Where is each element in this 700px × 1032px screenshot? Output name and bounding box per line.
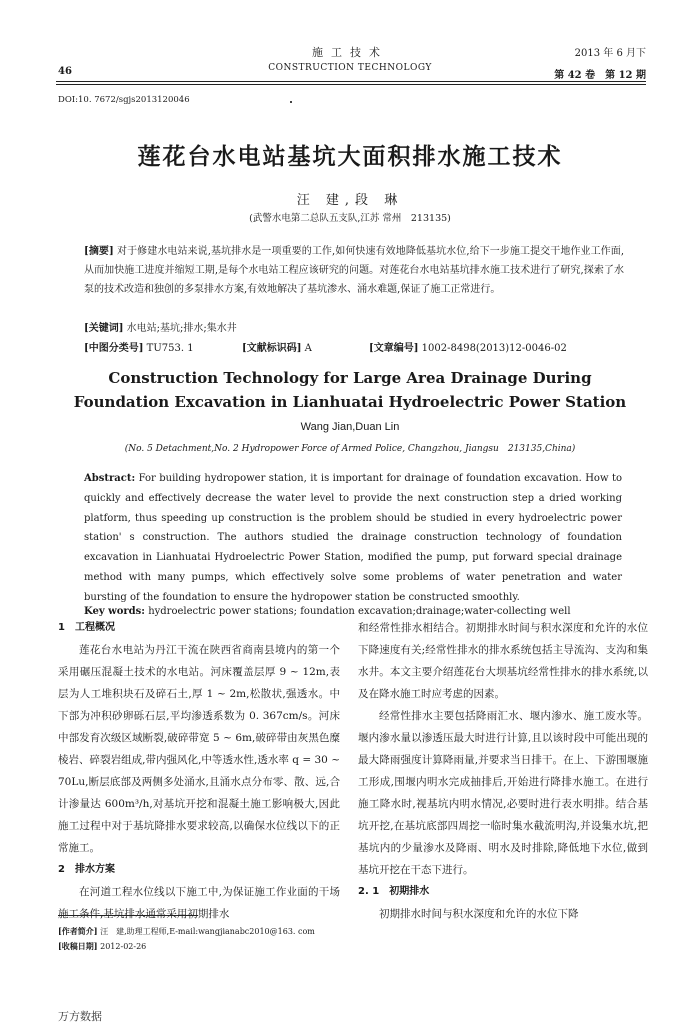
footnote-author-label: [作者简介] [58,926,98,936]
article-no-value: 1002-8498(2013)12-0046-02 [421,343,567,354]
article-no-label: [文章编号] [369,343,419,354]
abstract-en-text: For building hydropower station, it is important for drainage of foundation excavation. How to quickly and effectively decrease the water level to provide the next construction step a dried working platform, thus speeding up construction is the problem should be studied in every hydroelectric power station' s construction. The authors studied the drainage construction technology of foundation excavation in Lianhuatai Hydroelectric Power Station, modified the pump, put forward special drainage method with many pumps, which effectively solve some problems of water penetration and water bursting of the foundation to ensure the hydropower station be constructed smoothly. [84,473,622,603]
issue-date: 2013 年 6 月下 [574,48,646,59]
paper-title-cn: 莲花台水电站基坑大面积排水施工技术 [137,143,563,170]
title-en-line-2: Foundation Excavation in Lianhuatai Hydroelectric Power Station [73,393,627,411]
doc-code-label: [文献标识码] [242,343,302,354]
keywords-cn [84,319,237,334]
abstract-cn-text: 对于修建水电站来说,基坑排水是一项重要的工作,如何快速有效地降低基坑水位,给下一步施工提交干地作业工作面,从而加快施工进度并缩短工期,是每个水电站工程应该研究的问题。对莲花台水电站基坑排水施工技术进行了研究,探索了水泵的技术改造和独创的多泵排水方案,有效地解决了基坑渗水、涌水难题,保证了施工正常进行。 [84,246,624,295]
footnote-author-text: 汪 建,助理工程师,E-mail:wangjianabc2010@163. com [100,927,315,936]
section-1-heading: 1 工程概况 [58,622,115,633]
affiliation-cn: (武警水电第二总队五支队,江苏 常州 213135) [249,213,451,224]
classification-row [84,339,624,355]
keywords-cn-text: 水电站;基坑;排水;集水井 [126,323,237,334]
keywords-cn-label: [关键词] [84,323,124,334]
abstract-en-label: Abstract [84,473,132,484]
right-paragraph-1: 和经常性排水相结合。初期排水时间与积水深度和允许的水位下降速度有关;经常性排水的排水系统包括主导流沟、支沟和集水井。本文主要介绍莲花台大坝基坑经常性排水的排水系统,以及在降水施工时应考虑的因素。 [358,622,648,700]
footnote-date-label: [收稿日期] [58,941,98,951]
body-column-left [58,617,340,925]
footnote-date [58,939,348,954]
abstract-en: Abstract: For building hydropower station, it is important for drainage of foundation excavation. How to quickly and effectively decrease the water level to provide the next construction step a dried working platform, thus speeding up construction is the problem should be studied in every hydroelectric power station' s construction. The authors studied the drainage construction technology of foundation excavation in Lianhuatai Hydroelectric Power Station, modified the pump, put forward special drainage method with many pumps, which effectively solve some problems of water penetration and water bursting of the foundation to ensure the hydropower station be constructed smoothly. [84,473,622,603]
speck [290,101,292,103]
paper-title-en [0,366,700,414]
section-2-paragraph: 在河道工程水位线以下施工中,为保证施工作业面的干场施工条件,基坑排水通常采用初期排水 [58,886,340,920]
section-1-paragraph: 莲花台水电站为丹江干流在陕西省商南县境内的第一个采用碾压混凝土技术的水电站。河床覆盖层厚 9 ~ 12m,表层为人工堆积块石及碎石土,厚 1 ~ 2m,松散状,强透水。中下部为冲积砂卵砾石层,平均渗透系数为 0. 367cm/s。河床中部发育次级区域断裂,破碎带宽 5 ~ 6m,破碎带由灰黑色糜棱岩、碎裂岩组成,带内强风化,中等透水性,透水率 q = 30 ~ 70Lu,断层底部及两侧多处涌水,且涌水点分布零、散、远,合计渗量达 600m³/h,对基坑开挖和混凝土施工影响极大,因此施工过程中对于基坑降排水要求较高,以确保水位线以下的正常施工。 [58,644,340,854]
keywords-en-label: Key words [84,606,142,617]
doi: DOI:10. 7672/sgjs2013120046 [58,95,190,105]
footnote [58,924,348,954]
clc-value: TU753. 1 [146,343,194,354]
section-2-1-heading: 2. 1 初期排水 [358,886,430,897]
footnote-rule [58,915,198,916]
abstract-cn-label: [摘要] [84,246,114,257]
header-rule-thin [56,84,646,85]
volume-issue: 第 42 卷 第 12 期 [554,70,646,81]
abstract-cn [84,242,624,299]
doc-code-value: A [304,343,312,354]
journal-title-cn: 施工技术 [312,46,388,59]
journal-title-en: CONSTRUCTION TECHNOLOGY [268,63,432,73]
title-en-line-1: Construction Technology for Large Area Drainage During [108,369,592,387]
header-rule-thick [56,81,646,82]
keywords-en-text: hydroelectric power stations; foundation excavation;drainage;water-collecting well [148,606,571,617]
affiliation-en: (No. 5 Detachment,No. 2 Hydropower Force of Armed Police, Changzhou, Jiangsu 213135,China) [124,444,576,454]
section-2-1-paragraph: 初期排水时间与积水深度和允许的水位下降 [379,908,579,920]
authors-cn: 汪 建,段 琳 [296,193,404,208]
footnote-author [58,924,348,939]
section-2-heading: 2 排水方案 [58,864,115,875]
body-column-right [358,617,648,925]
page-number: 46 [58,66,72,77]
right-paragraph-2: 经常性排水主要包括降雨汇水、堰内渗水、施工废水等。堰内渗水量以渗透压最大时进行计算,且以该时段中可能出现的最大降雨强度计算降雨量,并要求当日排干。在上、下游围堰施工形成,围堰内明水完成抽排后,开始进行降排水施工。在进行施工降水时,视基坑内明水情况,必要时进行表水明排。结合基坑开挖,在基坑底部四周挖一临时集水截流明沟,并设集水坑,把基坑内的少量渗水及降雨、明水及时排除,降低地下水位,做到基坑开挖在干态下进行。 [358,710,648,876]
watermark: 万方数据 [58,1010,102,1023]
footnote-date-text: 2012-02-26 [100,942,147,951]
keywords-en: Key words: hydroelectric power stations; foundation excavation;drainage;water-collecting well [84,606,571,617]
clc-label: [中图分类号] [84,343,144,354]
authors-en: Wang Jian,Duan Lin [300,421,400,433]
